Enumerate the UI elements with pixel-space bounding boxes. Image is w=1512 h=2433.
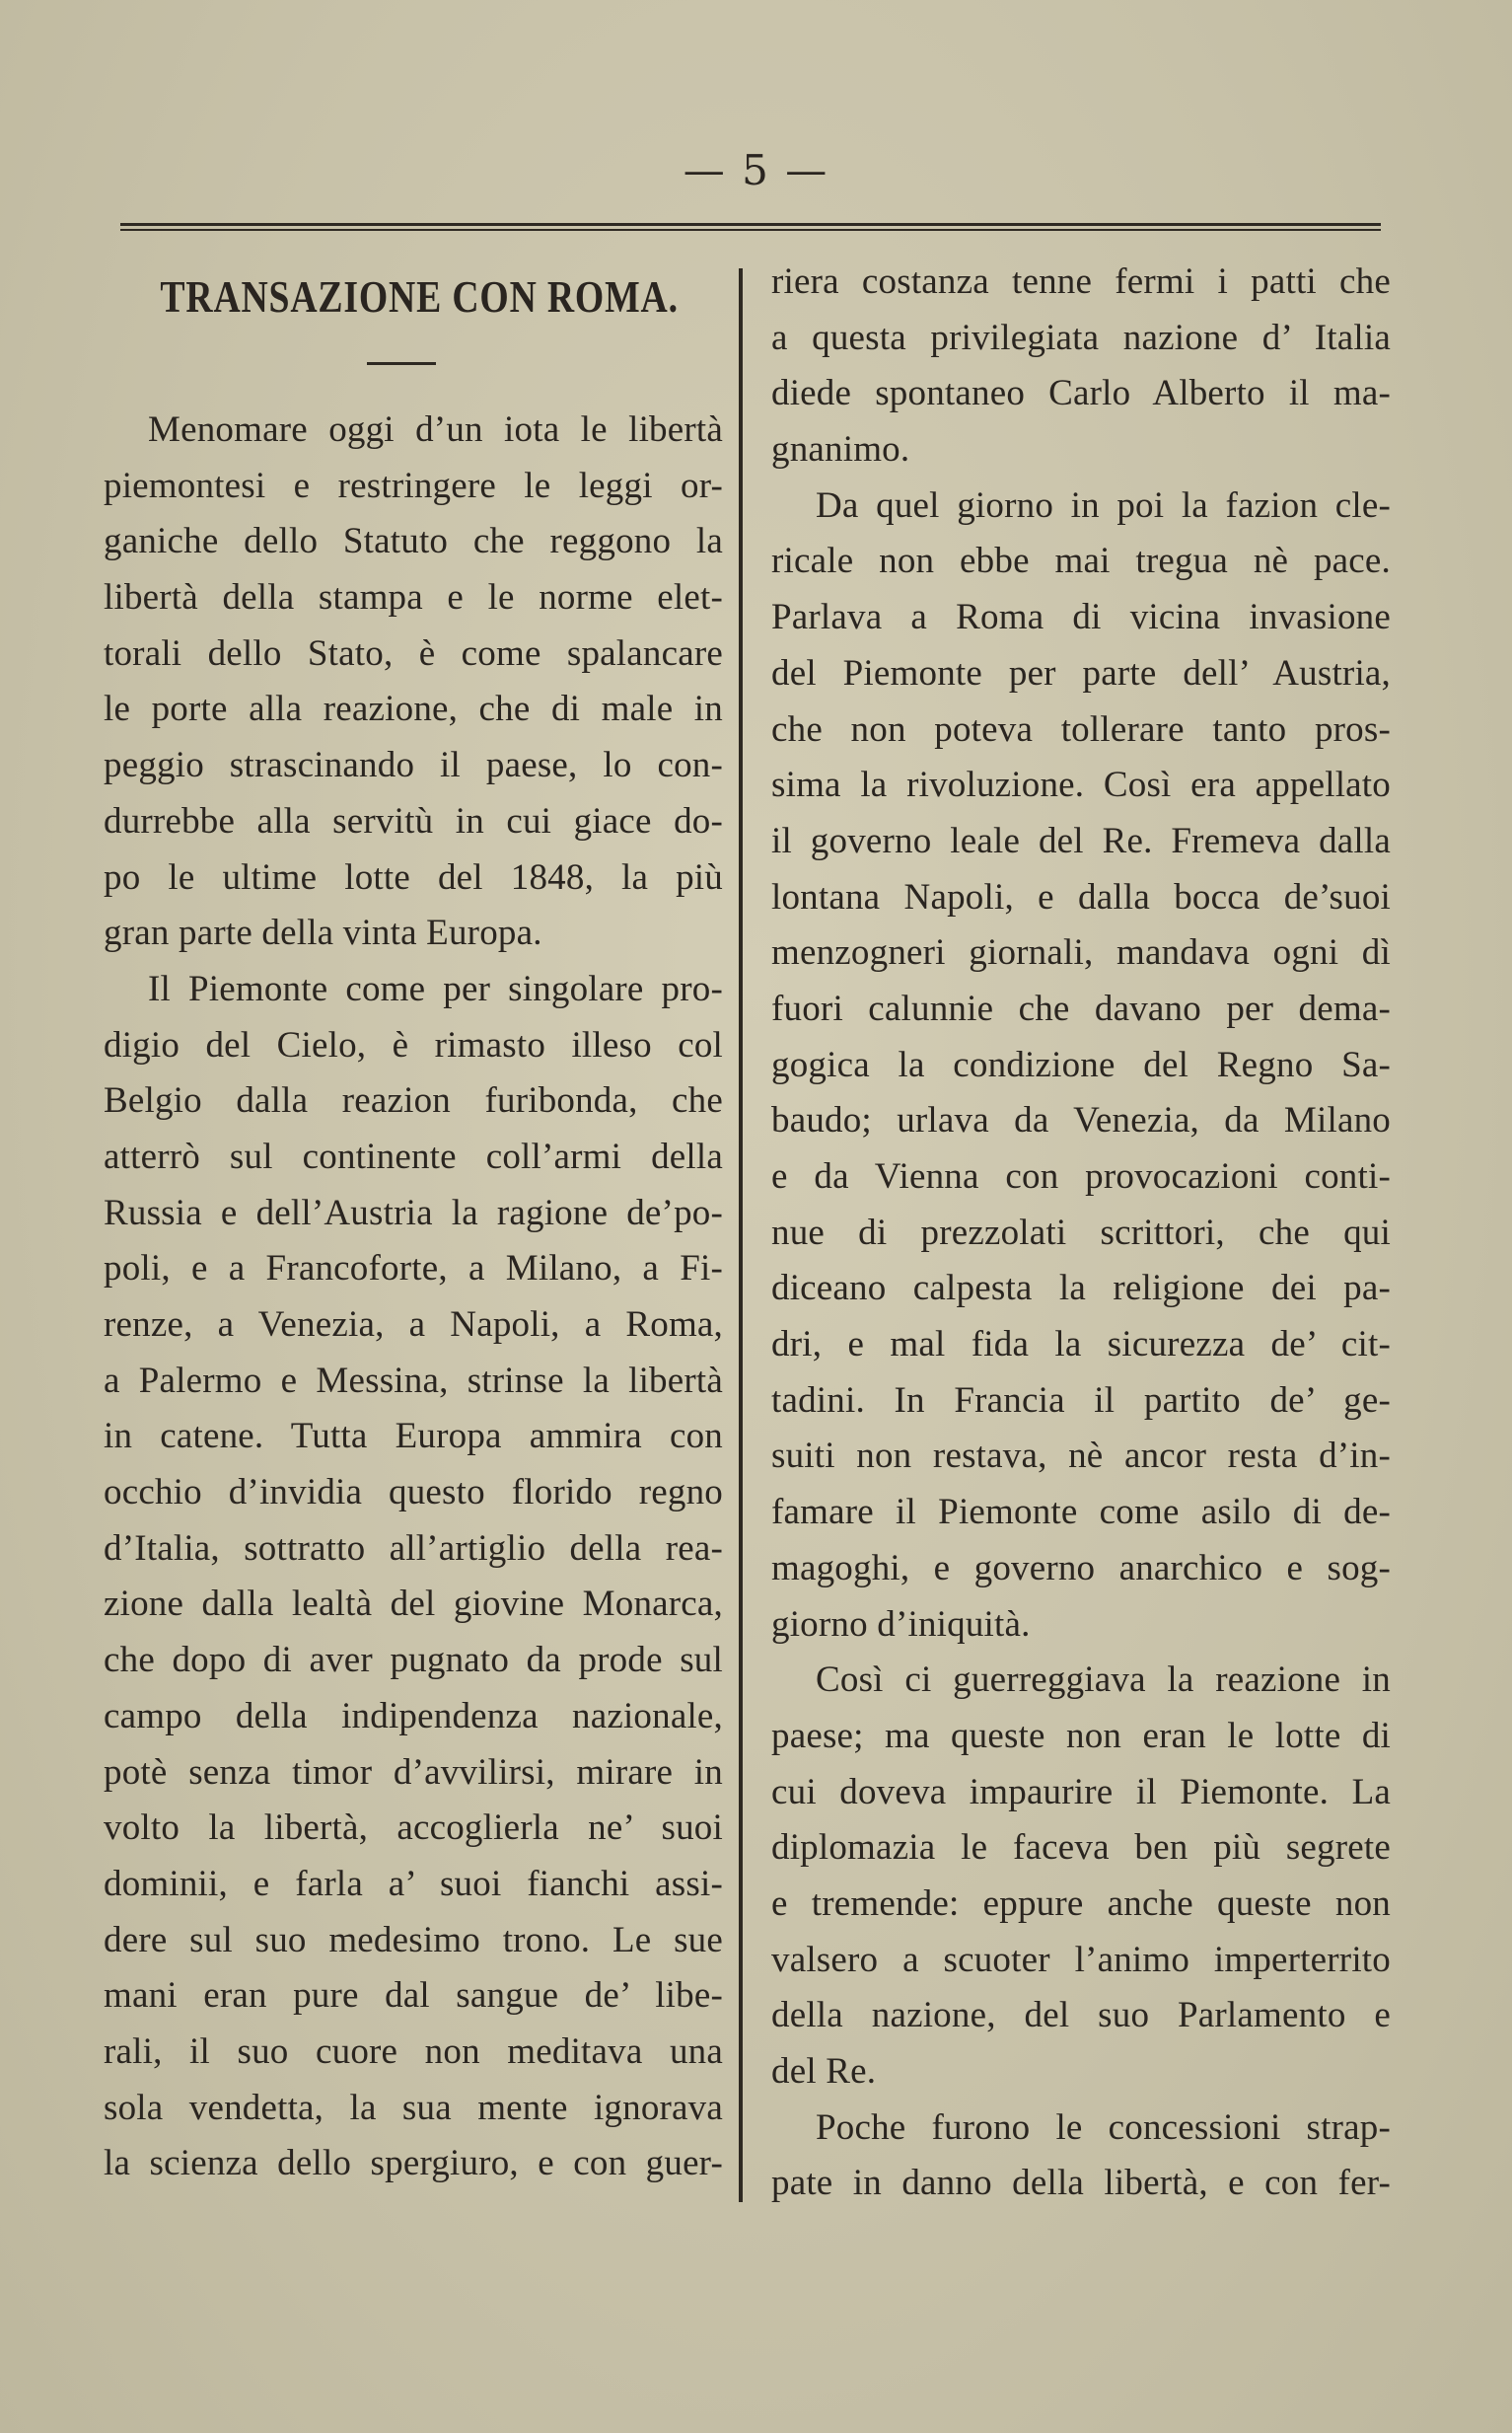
text-line: magoghi, e governo anarchico e sog- — [771, 1547, 1391, 1588]
text-line: Russia e dell’Austria la ragione de’po- — [104, 1192, 723, 1233]
text-line: gran parte della vinta Europa. — [104, 913, 542, 954]
text-line: sima la rivoluzione. Così era appellato — [771, 765, 1391, 806]
text-line: che non poteva tollerare tanto pros- — [771, 708, 1391, 750]
text-line: nue di prezzolati scrittori, che qui — [771, 1212, 1391, 1253]
text-line: baudo; urlava da Venezia, da Milano — [771, 1100, 1391, 1142]
text-line: diplomazia le faceva ben più segrete — [771, 1827, 1391, 1869]
text-line: suiti non restava, nè ancor resta d’in- — [771, 1436, 1391, 1477]
text-line: ricale non ebbe mai tregua nè pace. — [771, 541, 1391, 582]
text-line: Belgio dalla reazion furibonda, che — [104, 1080, 723, 1122]
text-line: del Re. — [771, 2051, 877, 2092]
text-line: durrebbe alla servitù in cui giace do- — [104, 800, 723, 842]
text-line: potè senza timor d’avvilirsi, mirare in — [104, 1751, 723, 1793]
text-line: che dopo di aver pugnato da prode sul — [104, 1640, 723, 1681]
left-column-text — [104, 403, 723, 2192]
text-line: e tremende: eppure anche queste non — [771, 1882, 1391, 1924]
text-line: ganiche dello Statuto che reggono la — [104, 521, 723, 562]
text-line: atterrò sul continente coll’armi della — [104, 1136, 723, 1177]
text-line: campo della indipendenza nazionale, — [104, 1695, 723, 1736]
text-line: volto la libertà, accoglierla ne’ suoi — [104, 1807, 723, 1849]
text-line: diceano calpesta la religione dei pa- — [771, 1268, 1391, 1309]
article-title: TRANSAZIONE CON ROMA. — [160, 271, 679, 322]
header-double-rule — [120, 223, 1381, 231]
text-line: rali, il suo cuore non meditava una — [104, 2030, 723, 2072]
text-line: e da Vienna con provocazioni conti- — [771, 1156, 1391, 1197]
text-line: Il Piemonte come per singolare pro- — [148, 968, 723, 1009]
text-line: sola vendetta, la sua mente ignorava — [104, 2087, 723, 2128]
text-line: d’Italia, sottratto all’artiglio della rea- — [104, 1527, 723, 1569]
text-line: dominii, e farla a’ suoi fianchi assi- — [104, 1863, 723, 1904]
text-line: la scienza dello spergiuro, e con guer- — [104, 2143, 723, 2184]
text-line: occhio d’invidia questo florido regno — [104, 1472, 723, 1513]
text-line: gogica la condizione del Regno Sa- — [771, 1044, 1391, 1085]
text-line: renze, a Venezia, a Napoli, a Roma, — [104, 1304, 723, 1345]
text-line: torali dello Stato, è come spalancare — [104, 632, 723, 674]
page-number: — 5 — — [683, 146, 829, 194]
text-line: peggio strascinando il paese, lo con- — [104, 745, 723, 786]
text-line: Così ci guerreggiava la reazione in — [816, 1659, 1391, 1701]
text-line: menzogneri giornali, mandava ogni dì — [771, 932, 1391, 974]
text-line: Parlava a Roma di vicina invasione — [771, 597, 1391, 638]
text-line: riera costanza tenne fermi i patti che — [771, 261, 1391, 302]
text-line: a questa privilegiata nazione d’ Italia — [771, 317, 1391, 358]
text-line: paese; ma queste non eran le lotte di — [771, 1715, 1391, 1756]
title-underline — [367, 362, 436, 365]
text-line: le porte alla reazione, che di male in — [104, 689, 723, 730]
text-line: libertà della stampa e le norme elet- — [104, 577, 723, 619]
text-line: cui doveva impaurire il Piemonte. La — [771, 1771, 1391, 1812]
right-column — [771, 255, 1391, 2212]
text-line: digio del Cielo, è rimasto illeso col — [104, 1024, 723, 1066]
text-line: il governo leale del Re. Fremeva dalla — [771, 820, 1391, 861]
text-line: gnanimo. — [771, 429, 910, 471]
text-line: mani eran pure dal sangue de’ libe- — [104, 1975, 723, 2017]
text-line: tadini. In Francia il partito de’ ge- — [771, 1379, 1391, 1421]
text-line: della nazione, del suo Parlamento e — [771, 1995, 1391, 2036]
right-column-text — [771, 255, 1391, 2212]
text-line: zione dalla lealtà del giovine Monarca, — [104, 1584, 723, 1625]
column-divider — [739, 268, 743, 2202]
text-line: del Piemonte per parte dell’ Austria, — [771, 652, 1391, 694]
text-line: Da quel giorno in poi la fazion cle- — [816, 484, 1391, 526]
text-line: dri, e mal fida la sicurezza de’ cit- — [771, 1324, 1391, 1365]
text-line: giorno d’iniquità. — [771, 1603, 1031, 1645]
text-line: pate in danno della libertà, e con fer- — [771, 2163, 1391, 2204]
text-line: po le ultime lotte del 1848, la più — [104, 856, 723, 898]
text-line: lontana Napoli, e dalla bocca de’suoi — [771, 876, 1391, 918]
text-line: fuori calunnie che davano per dema- — [771, 988, 1391, 1029]
text-line: piemontesi e restringere le leggi or- — [104, 465, 723, 506]
text-line: poli, e a Francoforte, a Milano, a Fi- — [104, 1248, 723, 1290]
text-line: dere sul suo medesimo trono. Le sue — [104, 1919, 723, 1960]
text-line: Poche furono le concessioni strap- — [816, 2106, 1391, 2148]
text-line: Menomare oggi d’un iota le libertà — [148, 409, 723, 450]
text-line: valsero a scuoter l’animo imperterrito — [771, 1939, 1391, 1980]
text-line: diede spontaneo Carlo Alberto il ma- — [771, 373, 1391, 414]
text-line: famare il Piemonte come asilo di de- — [771, 1492, 1391, 1533]
text-line: a Palermo e Messina, strinse la libertà — [104, 1360, 723, 1401]
left-column — [104, 257, 723, 2192]
text-line: in catene. Tutta Europa ammira con — [104, 1416, 723, 1457]
